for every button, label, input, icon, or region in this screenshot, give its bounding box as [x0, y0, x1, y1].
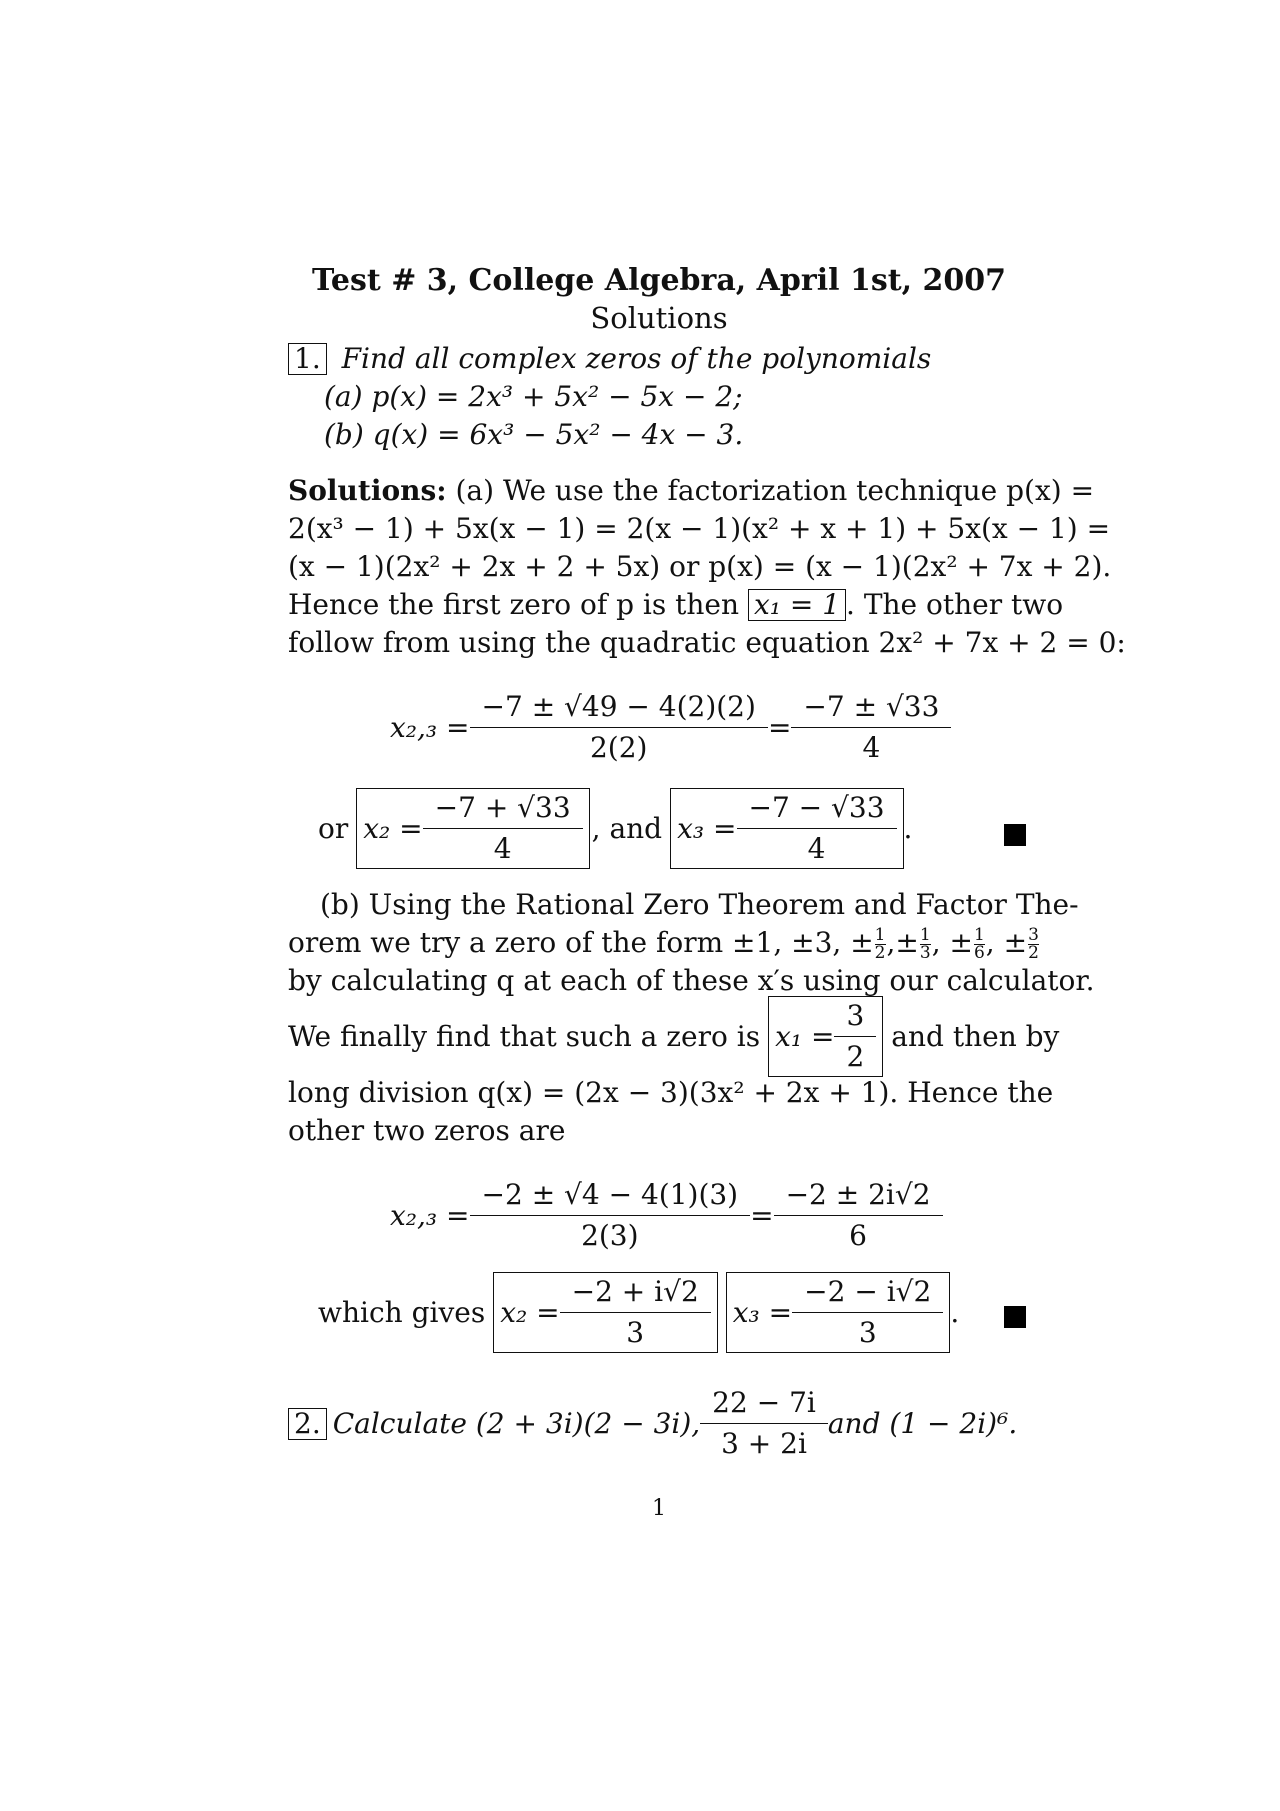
x2-answer-box-a [356, 788, 589, 869]
frac-one-third [920, 927, 931, 962]
x2-num-a: −7 + √33 [434, 791, 571, 824]
problem-1-part-a: (a) p(x) = 2x³ + 5x² − 5x − 2; [324, 380, 743, 413]
eq-a-frac-2-num: −7 ± √33 [803, 690, 940, 723]
solution-a-text-4-post: . The other two [846, 588, 1064, 621]
eq-a-frac-2 [797, 690, 945, 765]
x2-den-b: 3 [560, 1312, 711, 1350]
solution-a-line-3: (x − 1)(2x² + 2x + 2 + 5x) or p(x) = (x − 1)(2x² + 7x + 2). [288, 550, 1112, 583]
frac-one-half-den: 2 [874, 943, 886, 963]
problem-2-prompt-pre: Calculate (2 + 3i)(2 − 3i), [332, 1407, 701, 1440]
x3-answer-box-a [670, 788, 903, 869]
eq-b-frac-2 [780, 1178, 937, 1253]
problem-1-part-b: (b) q(x) = 6x³ − 5x² − 4x − 3. [324, 418, 744, 451]
problem-1-line [288, 340, 931, 378]
answers-b [318, 1272, 959, 1353]
solution-b-line-6: other two zeros are [288, 1114, 566, 1147]
x3-num-a: −7 − √33 [748, 791, 885, 824]
x2-lhs-a: x₂ = [363, 812, 423, 845]
solution-b-line-1: (b) Using the Rational Zero Theorem and Factor The- [320, 888, 1079, 921]
sep-1: ,± [886, 926, 919, 959]
solution-b-text-4-post: and then by [891, 1020, 1060, 1053]
eq-a-frac-2-den: 4 [791, 727, 951, 765]
answers-a [318, 788, 912, 869]
solution-a-line-4 [288, 586, 1063, 624]
eq-a-frac-1-num: −7 ± √49 − 4(2)(2) [481, 690, 756, 723]
frac-one-third-num: 1 [919, 925, 931, 945]
frac-one-sixth [974, 927, 985, 962]
solution-a-line-2: 2(x³ − 1) + 5x(x − 1) = 2(x − 1)(x² + x + 1) + 5x(x − 1) = [288, 512, 1111, 545]
frac-three-halves-den: 2 [1028, 943, 1039, 963]
page-subtitle: Solutions [590, 301, 728, 335]
solution-a-line-5: follow from using the quadratic equation 2x² + 7x + 2 = 0: [288, 626, 1126, 659]
end-period-a: . [903, 812, 913, 845]
page-number: 1 [652, 1496, 666, 1521]
eq-b-equals: = [750, 1199, 774, 1232]
x3-den-a: 4 [737, 828, 897, 866]
problem-1-prompt: Find all complex zeros of the polynomials [341, 342, 932, 375]
x2-den-a: 4 [423, 828, 583, 866]
eq-a-frac-1-den: 2(2) [470, 727, 768, 765]
sep-2: , ± [931, 926, 973, 959]
x1-num-b: 3 [846, 999, 865, 1032]
end-period-b: . [950, 1296, 960, 1329]
problem-1-number: 1. [288, 343, 327, 375]
eq-b-frac-2-den: 6 [774, 1215, 943, 1253]
problem-2-frac [706, 1386, 822, 1461]
x1-answer-box-b [768, 996, 883, 1077]
eq-b-lhs: x₂,₃ = [390, 1199, 470, 1232]
solution-b-text-4-pre: We finally find that such a zero is [288, 1020, 761, 1053]
x3-answer-box-b [726, 1272, 951, 1353]
eq-a-equals: = [767, 711, 792, 744]
qed-square-icon [1004, 824, 1026, 846]
x1-lhs-b: x₁ = [775, 1020, 835, 1053]
x3-num-b: −2 − i√2 [804, 1275, 932, 1308]
solution-b-line-3: by calculating q at each of these x′s using our calculator. [288, 964, 1095, 997]
which-gives-word: which gives [318, 1296, 486, 1329]
x1-frac-b [840, 999, 870, 1074]
frac-one-sixth-num: 1 [973, 925, 985, 945]
eq-b-frac-1 [476, 1178, 745, 1253]
frac-three-halves-num: 3 [1028, 925, 1039, 945]
frac-one-third-den: 3 [919, 943, 931, 963]
eq-a-lhs: x₂,₃ = [390, 711, 470, 744]
and-word: , and [591, 812, 663, 845]
x3-den-b: 3 [792, 1312, 943, 1350]
frac-one-half-num: 1 [874, 925, 886, 945]
solutions-label: Solutions: [288, 474, 447, 507]
sep-3: , ± [985, 926, 1028, 959]
x2-frac-a [429, 791, 577, 866]
eq-a-frac-1 [476, 690, 762, 765]
solution-a-text-1: (a) We use the factorization technique p(x) = [455, 474, 1095, 507]
solution-a-line-1 [288, 472, 1095, 510]
x2-frac-b [566, 1275, 705, 1350]
x3-frac-b [798, 1275, 937, 1350]
x2-answer-box-b [493, 1272, 718, 1353]
eq-b-frac-1-num: −2 ± √4 − 4(1)(3) [481, 1178, 739, 1211]
or-word: or [318, 812, 349, 845]
quadratic-equation-a [390, 690, 951, 765]
problem-2-number: 2. [288, 1408, 327, 1440]
problem-2-frac-num: 22 − 7i [712, 1386, 816, 1419]
x3-frac-a [743, 791, 891, 866]
solution-b-line-4 [288, 996, 1059, 1077]
problem-2-frac-den: 3 + 2i [700, 1423, 828, 1461]
x3-lhs-b: x₃ = [732, 1296, 793, 1329]
quadratic-equation-b [390, 1178, 943, 1253]
qed-square-icon [1004, 1306, 1026, 1328]
eq-b-frac-2-num: −2 ± 2i√2 [785, 1178, 931, 1211]
x3-lhs-a: x₃ = [677, 812, 737, 845]
solution-b-line-5: long division q(x) = (2x − 3)(3x² + 2x + 1). Hence the [288, 1076, 1054, 1109]
solution-a-text-4-pre: Hence the first zero of p is then [288, 588, 740, 621]
frac-one-half [875, 927, 886, 962]
x2-lhs-b: x₂ = [500, 1296, 560, 1329]
frac-one-sixth-den: 6 [973, 943, 985, 963]
eq-b-frac-1-den: 2(3) [470, 1215, 751, 1253]
problem-2-line [288, 1386, 1017, 1461]
x1-den-b: 2 [834, 1036, 876, 1074]
x1-answer-box: x₁ = 1 [748, 589, 846, 621]
solution-b-text-2-pre: orem we try a zero of the form ±1, ±3, ± [288, 926, 874, 959]
page-title: Test # 3, College Algebra, April 1st, 2007 [312, 263, 1006, 298]
x2-num-b: −2 + i√2 [571, 1275, 699, 1308]
problem-2-prompt-post: and (1 − 2i)⁶. [827, 1407, 1018, 1440]
solution-b-line-2 [288, 924, 1040, 962]
frac-three-halves [1028, 927, 1039, 962]
